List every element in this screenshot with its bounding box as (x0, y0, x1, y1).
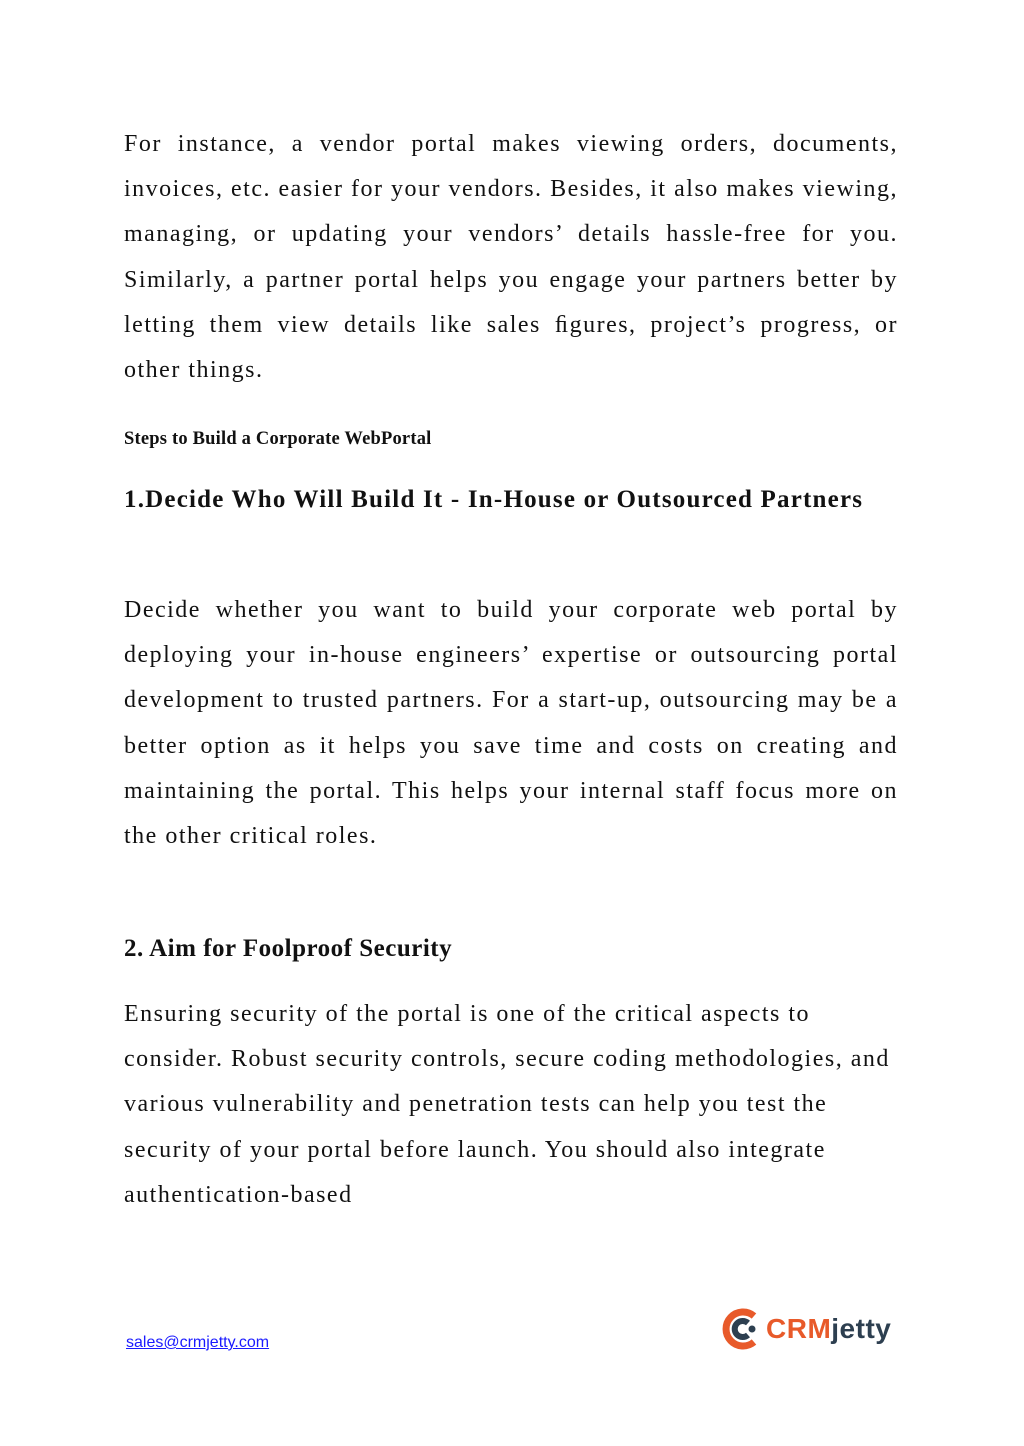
steps-heading: Steps to Build a Corporate WebPortal (124, 429, 432, 449)
crmjetty-c-logo-icon (722, 1308, 760, 1350)
paragraph-security: Ensuring security of the portal is one of the critical aspects to consider. Robust security controls, secure coding methodologies, and various vulnerability and penetration tests can help you test the security of your portal before launch. You should also integrate authentication-based (124, 1001, 890, 1208)
crmjetty-logo (722, 1306, 900, 1352)
section-heading-decide-who-builds: 1.Decide Who Will Build It - In-House or Outsourced Partners (124, 486, 864, 513)
logo-text-crm: CRM (766, 1313, 832, 1344)
section-heading-foolproof-security: 2. Aim for Foolproof Security (124, 935, 453, 962)
document-body (124, 122, 898, 1208)
logo-text-jetty: jetty (831, 1313, 892, 1344)
footer-email-link[interactable]: sales@crmjetty.com (126, 1334, 270, 1351)
paragraph-vendor-portal: For instance, a vendor portal makes viewing orders, documents, invoices, etc. easier for your vendors. Besides, it also makes viewing, managing, or updating your vendors’ details hassle-free for you. Similarly, a partner portal helps you engage your partners better by letting them view details like sales ﬁgures, project’s progress, or other things. (124, 131, 898, 384)
paragraph-decide-who-builds: Decide whether you want to build your corporate web portal by deploying your in-house engineers’ expertise or outsourcing portal development to trusted partners. For a start-up, outsourcing may be a better option as it helps you save time and costs on creating and maintaining the portal. This helps your internal staff focus more on the other critical roles. (124, 597, 898, 850)
